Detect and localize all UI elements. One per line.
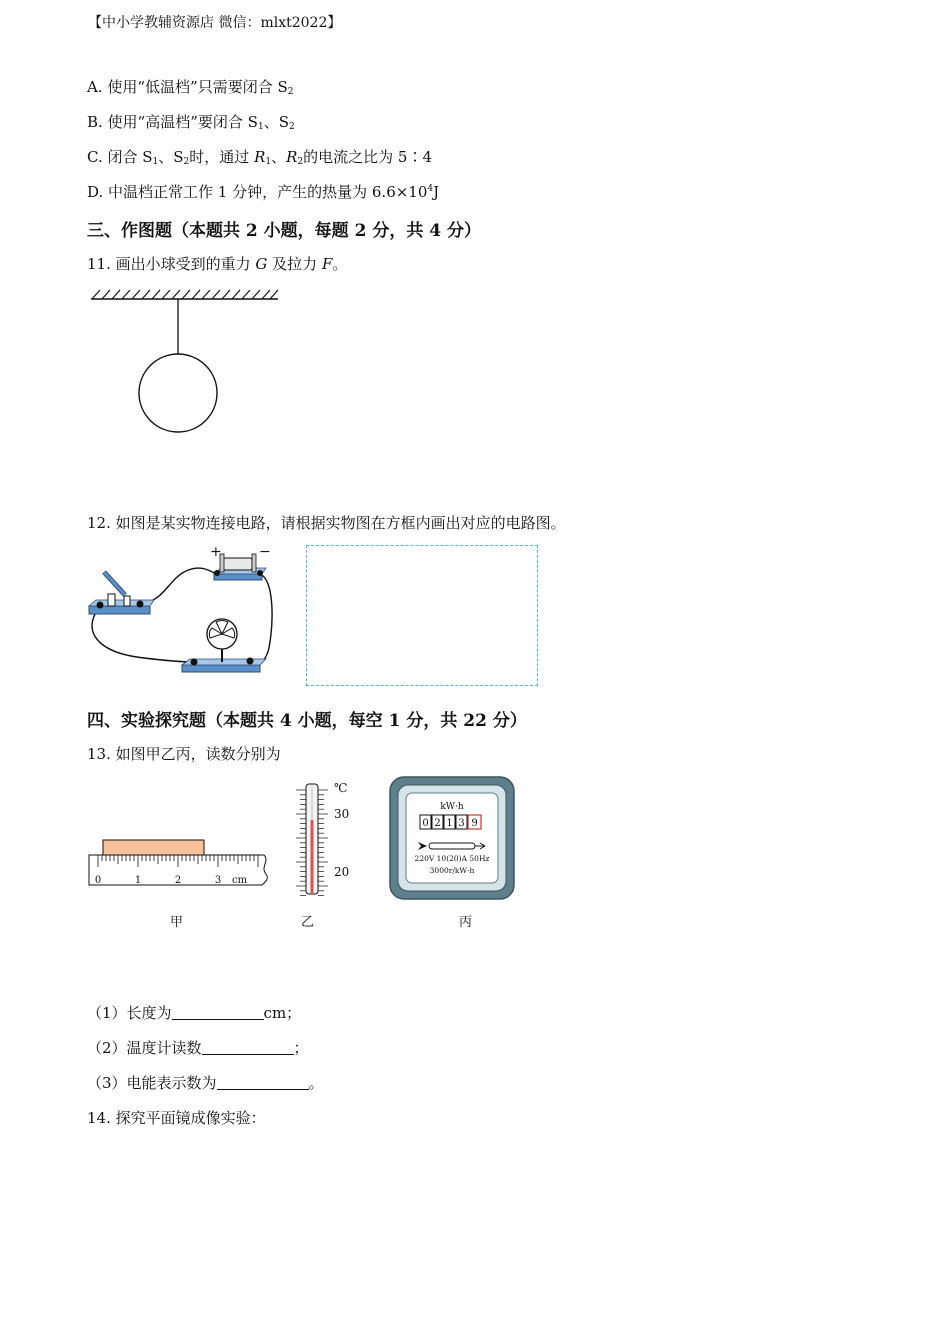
answer-3-blank[interactable] [217,1075,309,1090]
option-b: B. 使用“高温档”要闭合 $S_1$、$S_2$ [87,113,295,132]
svg-text:cm: cm [232,875,248,886]
answer-3: （3）电能表示数为 。 [87,1074,324,1092]
svg-text:3: 3 [214,875,222,886]
svg-text:1: 1 [134,875,142,886]
hanging-ball-figure [88,285,284,437]
svg-text:2: 2 [174,875,182,886]
svg-text:0: 0 [94,875,102,886]
meter-spec-1: 220V 10(20)A 50Hz [414,854,490,863]
answer-2-blank[interactable] [202,1040,294,1055]
svg-text:3: 3 [458,818,465,829]
option-c: C. 闭合 $S_1$、$S_2$时，通过 $R_1$、$R_2$的电流之比为 5∶4 [87,148,432,167]
thermometer-figure [286,778,356,898]
answer-1: （1）长度为 cm； [87,1004,302,1022]
question-11: 11. 画出小球受到的重力 G 及拉力 F。 [87,255,348,273]
page-header: 【中小学教辅资源店 微信：mlxt2022】 [88,15,342,31]
electric-fan [182,619,266,672]
option-a: A. 使用“低温档”只需要闭合 $S_2$ [87,78,294,97]
measured-block [103,840,204,855]
svg-text:20: 20 [334,865,350,879]
meter-digit-window [420,815,481,829]
knife-switch [89,572,154,614]
caption-yi: 乙 [301,915,315,930]
question-12: 12. 如图是某实物连接电路，请根据实物图在方框内画出对应的电路图。 [87,514,566,532]
question-13: 13. 如图甲乙丙，读数分别为 [87,745,281,763]
section-4-title: 四、实验探究题（本题共 4 小题，每空 1 分，共 22 分） [87,711,527,731]
ball [139,354,217,432]
circuit-diagram-answer-box [306,545,538,686]
electric-meter-figure [389,776,515,900]
option-d: D. 中温档正常工作 1 分钟，产生的热量为 $6.6\times 10^4J$ [87,183,440,201]
meter-spec-2: 3000r/kW·h [429,866,475,875]
plus-sign: + [210,544,222,560]
svg-text:0: 0 [422,818,429,829]
answer-1-blank[interactable] [172,1005,264,1020]
svg-text:1: 1 [446,818,453,829]
section-3-title: 三、作图题（本题共 2 小题，每题 2 分，共 4 分） [87,221,481,241]
ruler-figure [86,836,272,888]
svg-text:30: 30 [334,807,350,821]
caption-bing: 丙 [459,915,473,930]
svg-text:℃: ℃ [334,781,348,795]
minus-sign: − [259,544,271,560]
question-14: 14. 探究平面镜成像实验： [87,1109,266,1127]
svg-text:9: 9 [471,818,478,829]
meter-unit: kW·h [440,802,464,812]
caption-jia: 甲 [170,915,184,930]
svg-text:2: 2 [434,818,441,829]
physical-circuit-figure [84,540,284,680]
answer-2: （2）温度计读数 ； [87,1039,309,1057]
